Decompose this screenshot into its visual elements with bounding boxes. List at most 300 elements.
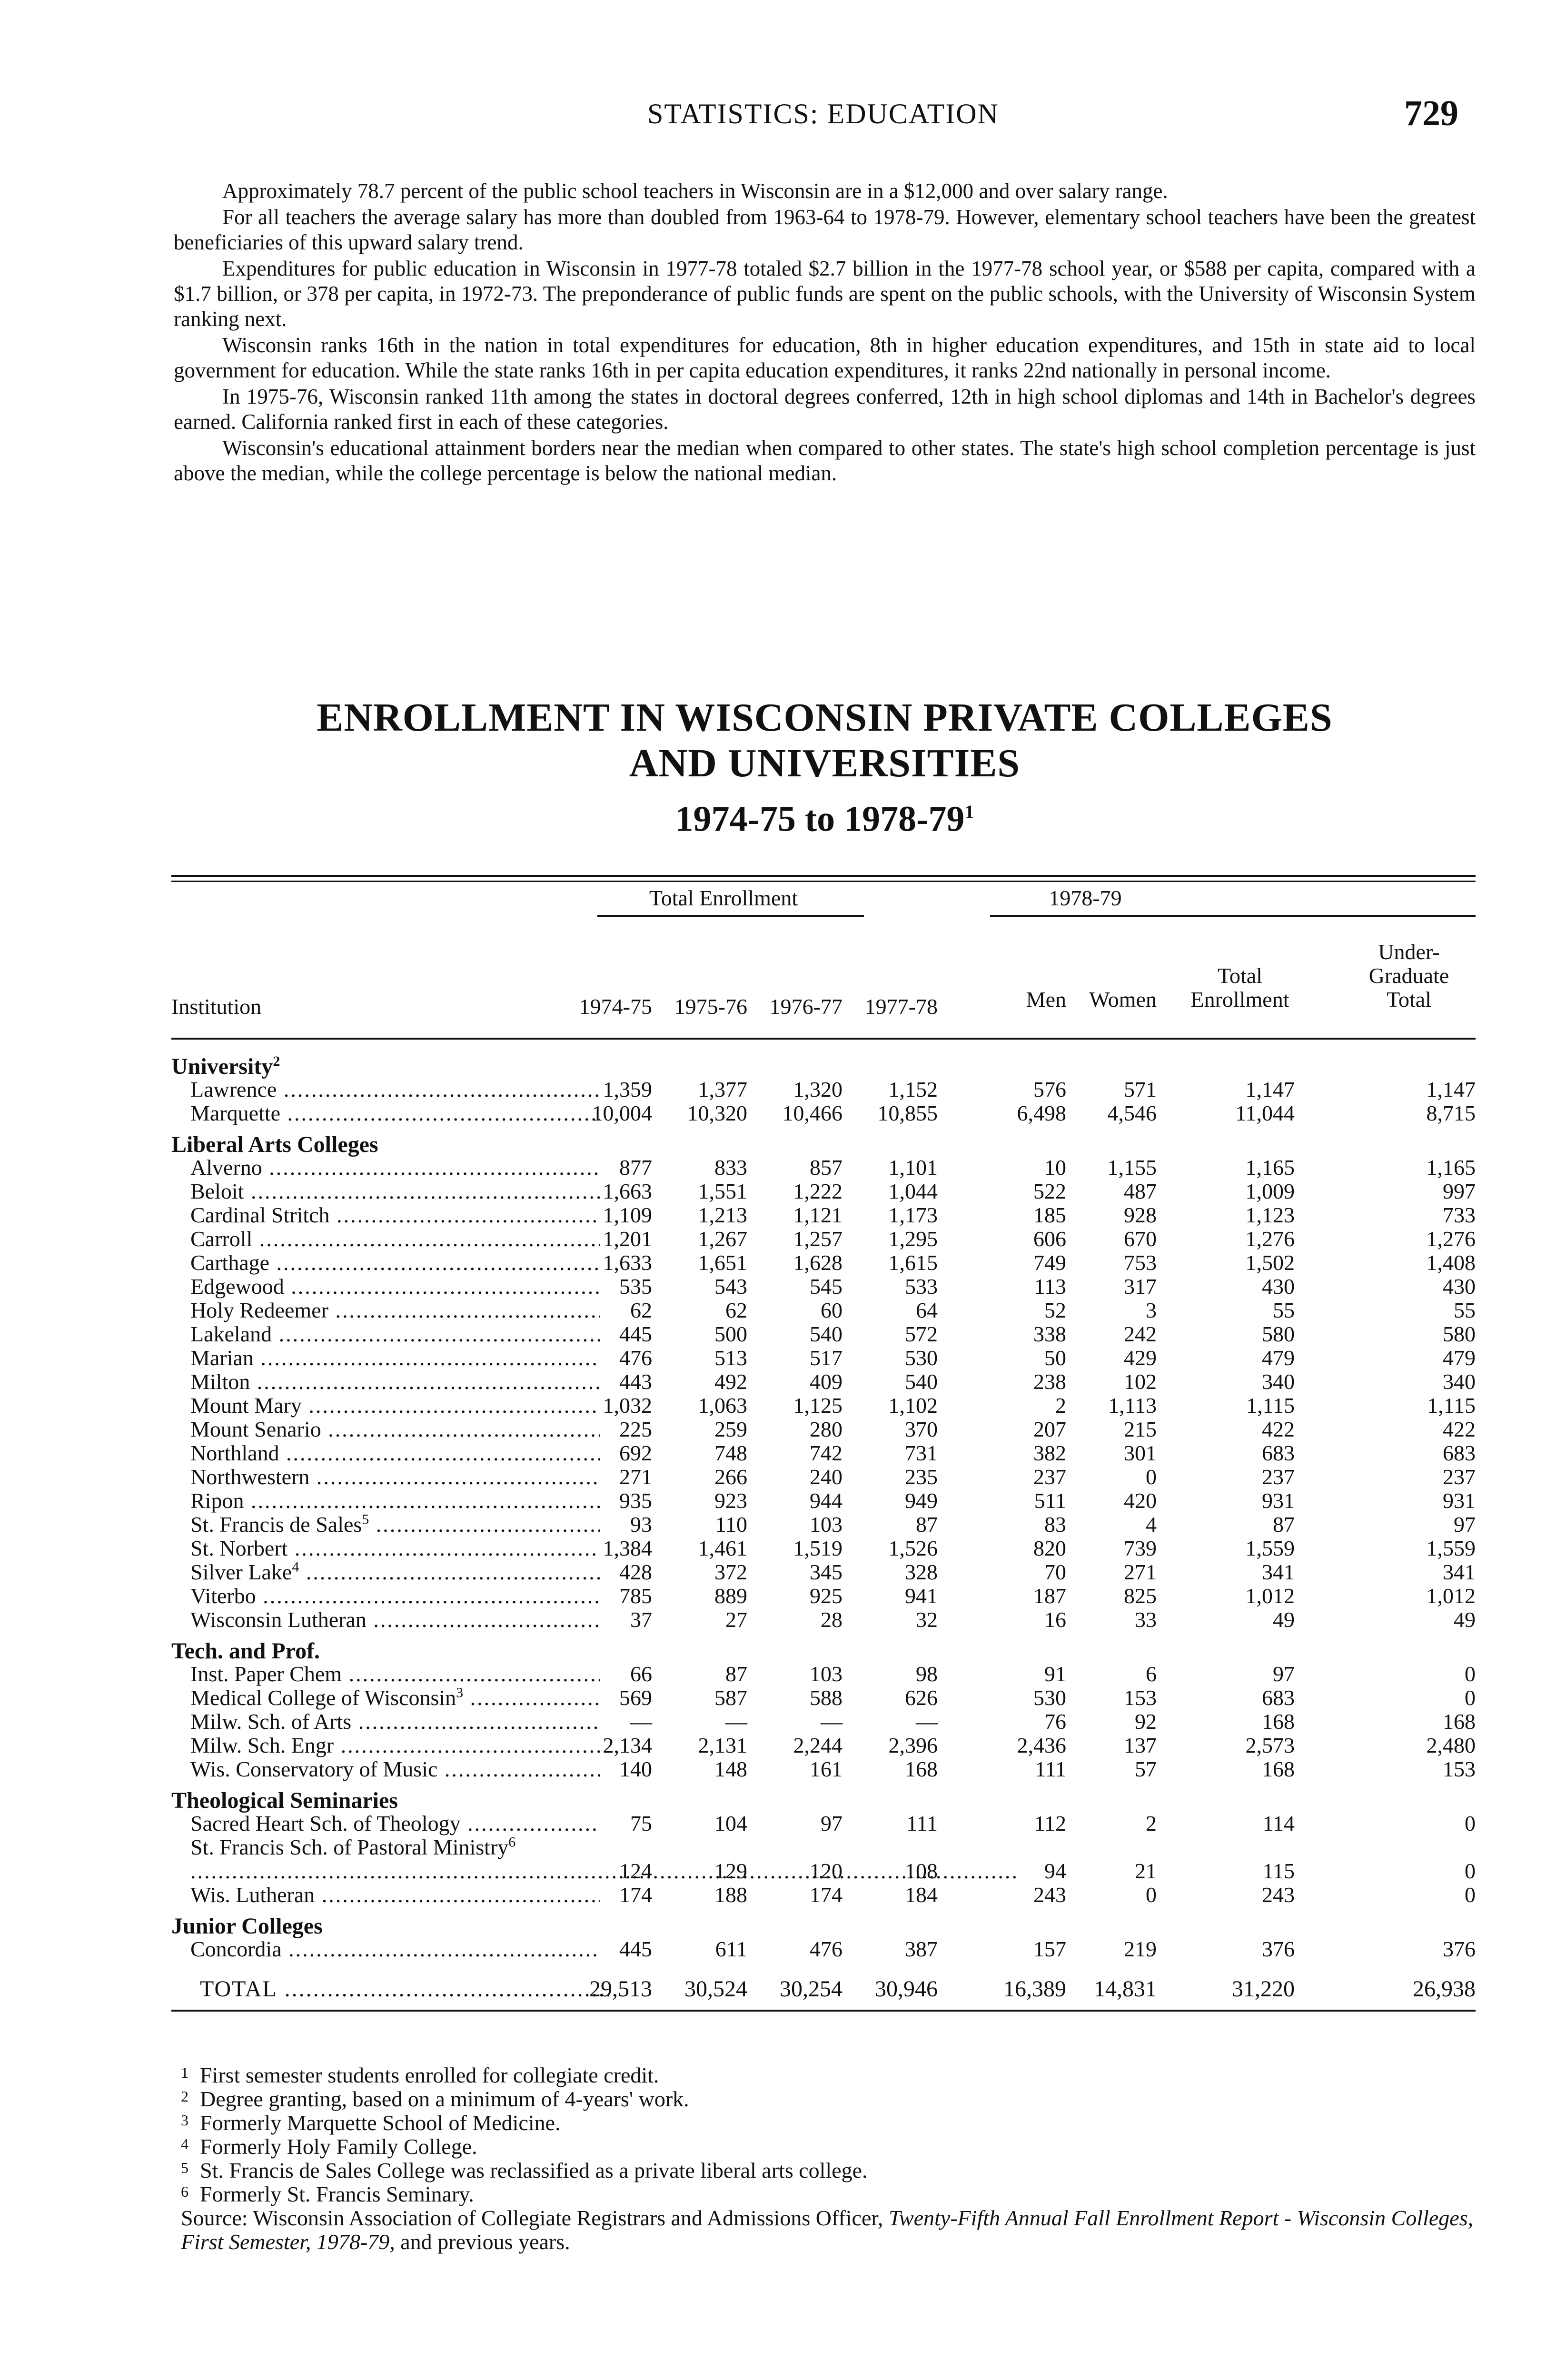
- col-header-ug-line3: Total: [1387, 987, 1431, 1012]
- table-cell: 10,004: [592, 1101, 652, 1125]
- table-cell: 1,222: [793, 1179, 842, 1203]
- table-cell: 941: [905, 1584, 938, 1608]
- table-cell: 533: [905, 1274, 938, 1299]
- table-cell: 1,201: [603, 1227, 652, 1251]
- table-cell: 2,131: [698, 1733, 747, 1757]
- table-cell: 545: [810, 1274, 842, 1299]
- table-cell: 944: [810, 1488, 842, 1513]
- table-cell: 1,651: [698, 1250, 747, 1275]
- col-header-1977-78: 1977-78: [864, 994, 938, 1019]
- table-cell: 338: [1033, 1322, 1066, 1346]
- header-bottom-rule: [171, 1038, 1476, 1040]
- table-cell: 588: [810, 1686, 842, 1710]
- table-cell: 997: [1443, 1179, 1476, 1203]
- institution-label: Silver Lake: [190, 1560, 292, 1584]
- footnotes: [181, 2063, 1476, 2254]
- table-cell: 55: [1273, 1298, 1295, 1322]
- table-cell: 168: [1262, 1709, 1295, 1734]
- table-row: [171, 1537, 1476, 1560]
- table-cell: 429: [1124, 1346, 1157, 1370]
- title-footnote-mark: 1: [964, 801, 974, 823]
- table-cell: 1,115: [1246, 1393, 1295, 1418]
- table-cell: 1,101: [888, 1155, 938, 1180]
- table-cell: 1,257: [793, 1227, 842, 1251]
- footnote: [181, 2135, 1476, 2159]
- table-cell: 540: [905, 1369, 938, 1394]
- table-cell: 4: [1146, 1512, 1157, 1537]
- intro-text: [174, 178, 1476, 487]
- table-cell: 103: [810, 1662, 842, 1686]
- table-cell: 587: [714, 1686, 747, 1710]
- table-cell: 4,546: [1107, 1101, 1157, 1125]
- table-cell: 928: [1124, 1203, 1157, 1227]
- table-cell: 1,109: [603, 1203, 652, 1227]
- group-header-total-enrollment: Total Enrollment: [649, 886, 798, 910]
- intro-paragraph: Wisconsin's educational attainment borders near the median when compared to other states. The state's high school completion percentage is just above the median, while the college percentage is below the national median.: [174, 436, 1476, 485]
- table-cell: 1,377: [698, 1077, 747, 1101]
- institution-name: [190, 1608, 600, 1632]
- table-cell: 219: [1124, 1937, 1157, 1961]
- table-cell: 1,063: [698, 1393, 747, 1418]
- table-cell: 6: [1146, 1662, 1157, 1686]
- table-cell: 409: [810, 1369, 842, 1394]
- institution-label: Beloit: [190, 1180, 244, 1203]
- table-cell: 1,267: [698, 1227, 747, 1251]
- col-header-total-line1: Total: [1218, 963, 1262, 988]
- table-cell: 1,502: [1245, 1250, 1295, 1275]
- table-row: [171, 1370, 1476, 1394]
- institution-footnote-mark: 6: [508, 1834, 516, 1850]
- table-cell: 1,461: [698, 1536, 747, 1560]
- table-cell: 530: [905, 1346, 938, 1370]
- table-body: [171, 1047, 1476, 2012]
- table-cell: 113: [1034, 1274, 1066, 1299]
- table-cell: 479: [1262, 1346, 1295, 1370]
- table-cell: 731: [905, 1441, 938, 1465]
- table-row: [171, 1883, 1476, 1907]
- table-cell: 1,123: [1245, 1203, 1295, 1227]
- table-cell: 83: [1044, 1512, 1066, 1537]
- table-cell: 1,295: [888, 1227, 938, 1251]
- table-cell: 387: [905, 1937, 938, 1961]
- table-row: [171, 1441, 1476, 1465]
- table-cell: 76: [1044, 1709, 1066, 1734]
- table-cell: 28: [821, 1607, 842, 1632]
- table-cell: 569: [619, 1686, 652, 1710]
- table-cell: 11,044: [1235, 1101, 1295, 1125]
- table-cell: 487: [1124, 1179, 1157, 1203]
- col-header-men: Men: [1026, 987, 1066, 1012]
- table-cell: 820: [1033, 1536, 1066, 1560]
- table-cell: 422: [1262, 1417, 1295, 1441]
- total-cell: 31,220: [1232, 1976, 1295, 2002]
- table-cell: 1,519: [793, 1536, 842, 1560]
- footnote-mark: 4: [181, 2135, 188, 2152]
- col-header-1975-76: 1975-76: [674, 994, 747, 1019]
- table-cell: 543: [714, 1274, 747, 1299]
- table-cell: 571: [1124, 1077, 1157, 1101]
- table-cell: 1,559: [1245, 1536, 1295, 1560]
- institution-label: Carroll: [190, 1227, 253, 1251]
- table-cell: 104: [714, 1811, 747, 1835]
- institution-name: [190, 1078, 600, 1101]
- title-line-3: [174, 788, 1476, 843]
- table-cell: 580: [1443, 1322, 1476, 1346]
- section-heading-label: Junior Colleges: [171, 1914, 323, 1939]
- table-cell: 266: [714, 1465, 747, 1489]
- table-cell: 340: [1443, 1369, 1476, 1394]
- table-row: [171, 1937, 1476, 1961]
- table-cell: 168: [1443, 1709, 1476, 1734]
- table-cell: 280: [810, 1417, 842, 1441]
- institution-footnote-mark: 4: [292, 1560, 299, 1575]
- source-title: Twenty-Fifth Annual Fall Enrollment Report - Wisconsin Colleges, First Semester, 1978-79,: [181, 2206, 1474, 2254]
- intro-paragraph: Wisconsin ranks 16th in the nation in total expenditures for education, 8th in higher education expenditures, and 15th in state aid to local government for education. While the state ranks 16th in per capita education expenditures, it ranks 22nd nationally in personal income.: [174, 333, 1476, 382]
- table-cell: 259: [714, 1417, 747, 1441]
- institution-label: Wisconsin Lutheran: [190, 1608, 367, 1632]
- table-cell: 889: [714, 1584, 747, 1608]
- table-cell: 670: [1124, 1227, 1157, 1251]
- footnote-text: Formerly Holy Family College.: [200, 2134, 477, 2159]
- source-note: [181, 2206, 1476, 2254]
- table-row: [171, 1394, 1476, 1418]
- institution-label: Lakeland: [190, 1322, 272, 1346]
- table-cell: 108: [905, 1859, 938, 1883]
- institution-name: [190, 1489, 600, 1513]
- table-cell: 476: [619, 1346, 652, 1370]
- table-cell: 1,408: [1426, 1250, 1476, 1275]
- table-cell: 683: [1262, 1686, 1295, 1710]
- institution-label: St. Francis Sch. of Pastoral Ministry: [190, 1835, 509, 1859]
- table-cell: 443: [619, 1369, 652, 1394]
- table-cell: 240: [810, 1465, 842, 1489]
- institution-label: Lawrence: [190, 1078, 277, 1101]
- table-cell: 174: [619, 1883, 652, 1907]
- table-cell: 1,152: [888, 1077, 938, 1101]
- section-heading-label: University: [171, 1054, 273, 1079]
- table-cell: 87: [916, 1512, 938, 1537]
- table-cell: 748: [714, 1441, 747, 1465]
- table-cell: 1,012: [1426, 1584, 1476, 1608]
- table-cell: 341: [1262, 1560, 1295, 1584]
- section-heading-label: Liberal Arts Colleges: [171, 1132, 378, 1157]
- institution-name: [190, 1299, 600, 1322]
- table-cell: 92: [1135, 1709, 1157, 1734]
- table-cell: 522: [1033, 1179, 1066, 1203]
- table-cell: 923: [714, 1488, 747, 1513]
- section-heading: [171, 1134, 1476, 1156]
- total-cell: 29,513: [589, 1976, 652, 2002]
- institution-name: [190, 1156, 600, 1180]
- table-cell: 168: [1262, 1757, 1295, 1781]
- institution-label: St. Norbert: [190, 1537, 288, 1560]
- table-cell: 271: [1124, 1560, 1157, 1584]
- table-row: [171, 1812, 1476, 1835]
- table-cell: 62: [630, 1298, 652, 1322]
- table-cell: 111: [1035, 1757, 1066, 1781]
- total-row: [171, 1977, 1476, 2001]
- table-cell: 753: [1124, 1250, 1157, 1275]
- section-footnote-mark: 2: [273, 1053, 280, 1069]
- institution-name: [190, 1560, 600, 1584]
- institution-footnote-mark: 5: [362, 1513, 369, 1527]
- table-cell: 0: [1146, 1883, 1157, 1907]
- footnote-text: St. Francis de Sales College was reclassified as a private liberal arts college.: [200, 2158, 868, 2182]
- total-cell: 30,254: [780, 1976, 842, 2002]
- table-cell: 0: [1146, 1465, 1157, 1489]
- table-cell: 1,359: [603, 1077, 652, 1101]
- table-row: [171, 1078, 1476, 1101]
- table-cell: 10,320: [687, 1101, 747, 1125]
- table-cell: 37: [630, 1607, 652, 1632]
- total-label: TOTAL .....: [200, 1977, 609, 2001]
- table-cell: 742: [810, 1441, 842, 1465]
- table-cell: 174: [810, 1883, 842, 1907]
- institution-name: [190, 1275, 600, 1299]
- table-cell: 10: [1044, 1155, 1066, 1180]
- institution-name: [190, 1101, 600, 1125]
- table-cell: 0: [1465, 1686, 1476, 1710]
- table-cell: 825: [1124, 1584, 1157, 1608]
- table-cell: 445: [619, 1322, 652, 1346]
- institution-label: Medical College of Wisconsin: [190, 1686, 456, 1710]
- table-cell: —: [916, 1709, 938, 1734]
- table-cell: 1,559: [1426, 1536, 1476, 1560]
- table-cell: 1,276: [1426, 1227, 1476, 1251]
- table-cell: 833: [714, 1155, 747, 1180]
- table-cell: 112: [1034, 1811, 1066, 1835]
- table-cell: 235: [905, 1465, 938, 1489]
- title-line-2: AND UNIVERSITIES: [629, 741, 1021, 785]
- table-cell: 0: [1465, 1811, 1476, 1835]
- table-cell: 535: [619, 1274, 652, 1299]
- table-cell: 2,396: [888, 1733, 938, 1757]
- table-cell: 10,855: [877, 1101, 938, 1125]
- section-heading: [171, 1640, 1476, 1662]
- table-cell: 1,633: [603, 1250, 652, 1275]
- institution-name: [190, 1883, 600, 1907]
- table-cell: 877: [619, 1155, 652, 1180]
- table-cell: 64: [916, 1298, 938, 1322]
- footnote-mark: 1: [181, 2064, 188, 2081]
- table-cell: 225: [619, 1417, 652, 1441]
- total-cell: 14,831: [1094, 1976, 1157, 2002]
- institution-name: [190, 1812, 600, 1835]
- table-cell: 1,213: [698, 1203, 747, 1227]
- table-row: [171, 1608, 1476, 1632]
- table-cell: 6,498: [1017, 1101, 1066, 1125]
- table-cell: 739: [1124, 1536, 1157, 1560]
- table-row: [171, 1299, 1476, 1322]
- table-cell: 60: [821, 1298, 842, 1322]
- table-row: [171, 1734, 1476, 1757]
- group-rule-year: [990, 915, 1476, 917]
- intro-paragraph: In 1975-76, Wisconsin ranked 11th among the states in doctoral degrees conferred, 12th in high school diplomas and 14th in Bachelor's degrees earned. California ranked first in each of these categories.: [174, 385, 1476, 434]
- table-row: [171, 1322, 1476, 1346]
- col-header-ug-line2: Graduate: [1368, 963, 1449, 988]
- table-cell: 103: [810, 1512, 842, 1537]
- table-row: [171, 1560, 1476, 1584]
- table-cell: 8,715: [1426, 1101, 1476, 1125]
- table-cell: 1,115: [1427, 1393, 1476, 1418]
- table-cell: 572: [905, 1322, 938, 1346]
- table-cell: 749: [1033, 1250, 1066, 1275]
- institution-name: [190, 1710, 600, 1734]
- institution-label: Cardinal Stritch: [190, 1203, 330, 1227]
- table-row: [171, 1584, 1476, 1608]
- table-cell: 1,009: [1245, 1179, 1295, 1203]
- table-cell: 1,628: [793, 1250, 842, 1275]
- table-cell: 1,551: [698, 1179, 747, 1203]
- institution-label: Mount Mary: [190, 1394, 302, 1418]
- institution-label: Holy Redeemer: [190, 1299, 328, 1322]
- institution-label: Wis. Lutheran: [190, 1883, 315, 1907]
- institution-label: Northland: [190, 1441, 279, 1465]
- table-cell: 70: [1044, 1560, 1066, 1584]
- institution-name: [190, 1203, 600, 1227]
- table-cell: 2: [1146, 1811, 1157, 1835]
- table-row: [171, 1513, 1476, 1537]
- footnote: [181, 2159, 1476, 2182]
- table-cell: 1,320: [793, 1077, 842, 1101]
- table-cell: 10,466: [782, 1101, 842, 1125]
- table-cell: 215: [1124, 1417, 1157, 1441]
- table-row: [171, 1757, 1476, 1781]
- table-row: [171, 1180, 1476, 1203]
- table-top-rule: [171, 875, 1476, 882]
- table-cell: 606: [1033, 1227, 1066, 1251]
- table-cell: 91: [1044, 1662, 1066, 1686]
- col-header-institution: Institution: [171, 994, 262, 1019]
- footnote-mark: 3: [181, 2112, 188, 2129]
- source-tail: and previous years.: [400, 2230, 570, 2254]
- table-cell: 931: [1262, 1488, 1295, 1513]
- table-cell: 94: [1044, 1859, 1066, 1883]
- table-cell: 576: [1033, 1077, 1066, 1101]
- table-cell: 27: [725, 1607, 747, 1632]
- institution-footnote-mark: 3: [456, 1686, 464, 1701]
- institution-name: [190, 1370, 600, 1394]
- table-row: [171, 1835, 1476, 1883]
- institution-label: Alverno: [190, 1156, 262, 1180]
- total-cell: 26,938: [1413, 1976, 1476, 2002]
- table-cell: 120: [810, 1859, 842, 1883]
- table-cell: 1,173: [888, 1203, 938, 1227]
- table-cell: 1,113: [1108, 1393, 1157, 1418]
- table-cell: 1,384: [603, 1536, 652, 1560]
- table-cell: 317: [1124, 1274, 1157, 1299]
- table-row: [171, 1662, 1476, 1686]
- table-cell: 540: [810, 1322, 842, 1346]
- table-row: [171, 1251, 1476, 1275]
- table-row: [171, 1465, 1476, 1489]
- table-cell: —: [725, 1709, 747, 1734]
- institution-name: [190, 1513, 600, 1537]
- table-cell: 2,573: [1245, 1733, 1295, 1757]
- group-rule-total: [597, 915, 864, 917]
- table-cell: 0: [1465, 1883, 1476, 1907]
- table-cell: 683: [1262, 1441, 1295, 1465]
- table-cell: 430: [1443, 1274, 1476, 1299]
- footnote-mark: 6: [181, 2183, 188, 2200]
- table-cell: 0: [1465, 1859, 1476, 1883]
- table-cell: 500: [714, 1322, 747, 1346]
- table-cell: 580: [1262, 1322, 1295, 1346]
- table-cell: 1,165: [1245, 1155, 1295, 1180]
- table-cell: 517: [810, 1346, 842, 1370]
- table-cell: 1,526: [888, 1536, 938, 1560]
- table-cell: 1,121: [793, 1203, 842, 1227]
- institution-label: Milton: [190, 1370, 250, 1394]
- table-cell: 102: [1124, 1369, 1157, 1394]
- col-header-total-enrollment: [1166, 964, 1314, 1012]
- table-cell: 479: [1443, 1346, 1476, 1370]
- institution-label: Sacred Heart Sch. of Theology: [190, 1812, 461, 1835]
- table-title: [174, 695, 1476, 843]
- table-cell: 733: [1443, 1203, 1476, 1227]
- intro-paragraph: Approximately 78.7 percent of the public school teachers in Wisconsin are in a $12,000 and over salary range.: [222, 179, 1168, 203]
- institution-name: [190, 1734, 600, 1757]
- total-cell: 30,946: [875, 1976, 938, 2002]
- table-cell: 345: [810, 1560, 842, 1584]
- footnote: [181, 2087, 1476, 2111]
- table-cell: 243: [1033, 1883, 1066, 1907]
- running-title: STATISTICS: EDUCATION: [647, 98, 999, 129]
- col-header-ug-line1: Under-: [1378, 940, 1440, 964]
- table-cell: 148: [714, 1757, 747, 1781]
- table-cell: 492: [714, 1369, 747, 1394]
- table-cell: 611: [715, 1937, 747, 1961]
- table-row: [171, 1710, 1476, 1734]
- table-cell: 153: [1124, 1686, 1157, 1710]
- table-cell: 111: [906, 1811, 938, 1835]
- table-cell: 237: [1262, 1465, 1295, 1489]
- institution-name: [190, 1465, 600, 1489]
- col-header-total-line2: Enrollment: [1190, 987, 1289, 1012]
- table-cell: 168: [905, 1757, 938, 1781]
- table-cell: 420: [1124, 1488, 1157, 1513]
- table-cell: 52: [1044, 1298, 1066, 1322]
- institution-name: [190, 1346, 600, 1370]
- institution-label: Marian: [190, 1346, 254, 1370]
- table-cell: 140: [619, 1757, 652, 1781]
- table-cell: 626: [905, 1686, 938, 1710]
- table-cell: 157: [1033, 1937, 1066, 1961]
- table-cell: 1,125: [793, 1393, 842, 1418]
- table-row: [171, 1275, 1476, 1299]
- institution-name: [190, 1537, 600, 1560]
- section-heading-label: Theological Seminaries: [171, 1788, 398, 1813]
- institution-name: [190, 1418, 600, 1441]
- table-cell: 3: [1146, 1298, 1157, 1322]
- institution-name: [190, 1835, 600, 1883]
- table-cell: 184: [905, 1883, 938, 1907]
- table-cell: 243: [1262, 1883, 1295, 1907]
- table-cell: 66: [630, 1662, 652, 1686]
- table-cell: —: [630, 1709, 652, 1734]
- table-cell: 115: [1262, 1859, 1295, 1883]
- table-cell: 382: [1033, 1441, 1066, 1465]
- table-cell: 428: [619, 1560, 652, 1584]
- table-cell: 161: [810, 1757, 842, 1781]
- institution-name: [190, 1441, 600, 1465]
- table-cell: 328: [905, 1560, 938, 1584]
- table-cell: 2,134: [603, 1733, 652, 1757]
- table-cell: 376: [1262, 1937, 1295, 1961]
- source-lead: Source: Wisconsin Association of Collegiate Registrars and Admissions Officer,: [181, 2206, 883, 2230]
- table-cell: 1,147: [1245, 1077, 1295, 1101]
- institution-name: [190, 1937, 600, 1961]
